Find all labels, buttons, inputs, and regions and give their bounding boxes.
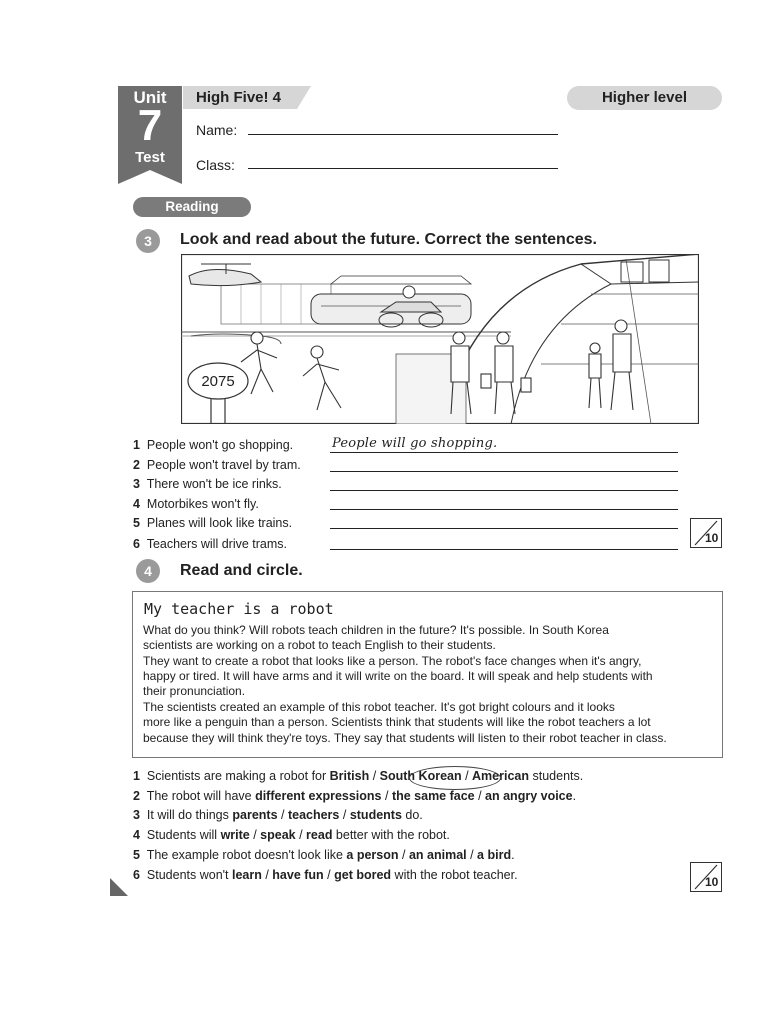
option[interactable]: an angry voice [485, 789, 573, 803]
list-item: 5 Planes will look like trains. [133, 516, 293, 530]
option[interactable]: parents [232, 808, 278, 822]
section-label: Reading [165, 199, 219, 214]
option[interactable]: a person [346, 848, 399, 862]
exercise-4-instruction: Read and circle. [180, 562, 303, 579]
answer-6-field[interactable] [330, 549, 678, 550]
reading-text-line: their pronunciation. [143, 684, 246, 698]
option[interactable]: a bird [477, 848, 512, 862]
option[interactable]: American [472, 769, 530, 783]
unit-label: Unit [133, 88, 167, 107]
reading-text-line: happy or tired. It will have arms and it will write on the board. It will speak and help students with [143, 669, 653, 683]
option[interactable]: write [220, 828, 250, 842]
reading-text-line: scientists are working on a robot to teach English to their students. [143, 638, 496, 652]
book-title: High Five! 4 [196, 89, 282, 106]
list-item: 4 Students will write / speak / read better with the robot. [133, 828, 450, 842]
name-label: Name: [196, 122, 238, 138]
score-total-3: 10 [705, 531, 719, 545]
exercise-3-instruction: Look and read about the future. Correct the sentences. [180, 231, 597, 248]
list-item: 3 There won't be ice rinks. [133, 477, 282, 491]
answer-2-field[interactable] [330, 471, 678, 472]
list-item: 2 The robot will have different expressions / the same face / an angry voice. [133, 789, 577, 803]
sign-year: 2075 [201, 373, 235, 390]
reading-text-line: more like a penguin than a person. Scientists think that students will like the robot teachers a lot [143, 715, 651, 729]
future-city-illustration [181, 254, 699, 424]
answer-1-field[interactable] [330, 452, 678, 453]
answer-circle-mark [409, 766, 501, 790]
option[interactable]: an animal [408, 848, 467, 862]
option[interactable]: read [306, 828, 333, 842]
option[interactable]: British [329, 769, 370, 783]
list-item: 2 People won't travel by tram. [133, 458, 301, 472]
option[interactable]: get bored [334, 868, 392, 882]
name-field[interactable] [248, 134, 558, 135]
option[interactable]: have fun [272, 868, 324, 882]
reading-text-line: They want to create a robot that looks like a person. The robot's face changes when it's angry, [143, 654, 642, 668]
level-label: Higher level [601, 89, 688, 106]
class-field[interactable] [248, 168, 558, 169]
list-item: 1 Scientists are making a robot for British / South Korean / American students. [133, 769, 584, 783]
list-item: 5 The example robot doesn't look like a person / an animal / a bird. [133, 848, 515, 862]
reading-text-line: because they will think they're toys. They say that students will listen to their robot teacher in class. [143, 731, 667, 745]
option[interactable]: South Korean [379, 769, 462, 783]
exercise-number-4: 4 [136, 559, 160, 583]
list-item: 1 People won't go shopping. [133, 438, 294, 452]
option[interactable]: the same face [391, 789, 475, 803]
list-item: 4 Motorbikes won't fly. [133, 497, 259, 511]
list-item: 6 Teachers will drive trams. [133, 537, 288, 551]
option[interactable]: teachers [287, 808, 340, 822]
reading-text-line: What do you think? Will robots teach children in the future? It's possible. In South Korea [143, 623, 609, 637]
unit-number: 7 [137, 101, 163, 150]
option[interactable]: speak [260, 828, 296, 842]
answer-4-field[interactable] [330, 509, 678, 510]
score-total-4: 10 [705, 875, 719, 889]
score-box-4[interactable] [690, 862, 722, 892]
answer-1-text: People will go shopping. [332, 436, 498, 451]
option[interactable]: learn [231, 868, 262, 882]
list-item: 6 Students won't learn / have fun / get bored with the robot teacher. [133, 868, 518, 882]
unit-test-label: Test [135, 149, 165, 166]
reading-text-title: My teacher is a robot [144, 600, 334, 618]
page-corner-icon [108, 876, 132, 898]
score-box-3[interactable] [690, 518, 722, 548]
reading-text-line: The scientists created an example of this robot teacher. It's got bright colours and it looks [143, 700, 615, 714]
answer-5-field[interactable] [330, 528, 678, 529]
list-item: 3 It will do things parents / teachers / students do. [133, 808, 423, 822]
class-label: Class: [196, 157, 235, 173]
exercise-number-3: 3 [136, 229, 160, 253]
option[interactable]: different expressions [255, 789, 382, 803]
option[interactable]: students [349, 808, 402, 822]
answer-3-field[interactable] [330, 490, 678, 491]
